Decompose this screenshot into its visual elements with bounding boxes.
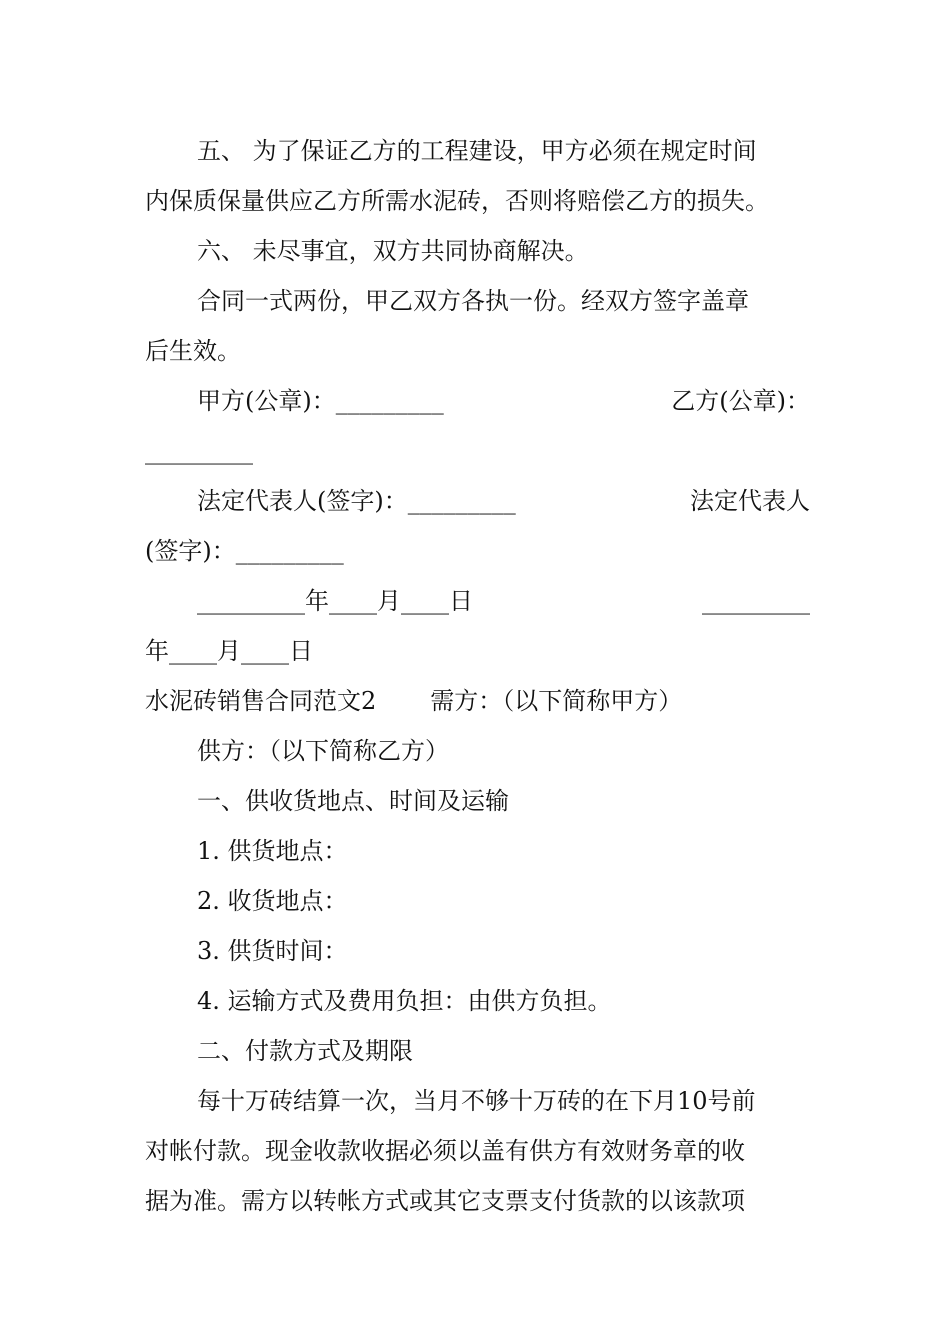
clause-5-line-2: 内保质保量供应乙方所需水泥砖，否则将赔偿乙方的损失。 bbox=[145, 187, 769, 215]
copies-clause-line-2: 后生效。 bbox=[145, 337, 241, 365]
party-b-date-blank: _________ bbox=[702, 587, 810, 615]
list-item: 3. 供货时间： bbox=[197, 937, 348, 965]
section-2-title: 二、付款方式及期限 bbox=[197, 1037, 413, 1065]
party-b-seal: 乙方(公章)： bbox=[671, 387, 810, 415]
list-item: 2. 收货地点： bbox=[197, 887, 348, 915]
clause-5-line-1: 五、 为了保证乙方的工程建设，甲方必须在规定时间 bbox=[197, 137, 757, 165]
copies-clause-line-1: 合同一式两份，甲乙双方各执一份。经双方签字盖章 bbox=[197, 287, 749, 315]
list-item: 1. 供货地点： bbox=[197, 837, 348, 865]
payment-line-2: 对帐付款。现金收款收据必须以盖有供方有效财务章的收 bbox=[145, 1137, 745, 1165]
party-a-seal: 甲方(公章)：_________ bbox=[197, 387, 444, 415]
payment-line-1: 每十万砖结算一次，当月不够十万砖的在下月10号前 bbox=[197, 1087, 756, 1115]
party-b-date: 年____月____日 bbox=[145, 637, 313, 665]
buyer-label: 需方：（以下简称甲方） bbox=[430, 687, 683, 715]
second-contract-heading bbox=[145, 676, 810, 726]
date-row bbox=[145, 576, 810, 626]
seal-row bbox=[145, 376, 810, 426]
second-contract-title: 水泥砖销售合同范文2 bbox=[145, 687, 377, 715]
section-1-title: 一、供收货地点、时间及运输 bbox=[197, 787, 509, 815]
payment-line-3: 据为准。需方以转帐方式或其它支票支付货款的以该款项 bbox=[145, 1187, 745, 1215]
supplier-label: 供方：（以下简称乙方） bbox=[197, 737, 449, 765]
party-b-seal-blank: _________ bbox=[145, 437, 253, 465]
representative-row bbox=[145, 476, 810, 526]
party-b-representative: 法定代表人 bbox=[690, 487, 810, 515]
clause-6: 六、 未尽事宜，双方共同协商解决。 bbox=[197, 237, 589, 265]
list-item: 4. 运输方式及费用负担：由供方负担。 bbox=[197, 987, 612, 1015]
party-a-date: _________年____月____日 bbox=[197, 587, 473, 615]
party-a-representative: 法定代表人(签字)：_________ bbox=[197, 487, 516, 515]
party-b-representative-cont: (签字)：_________ bbox=[145, 537, 344, 565]
